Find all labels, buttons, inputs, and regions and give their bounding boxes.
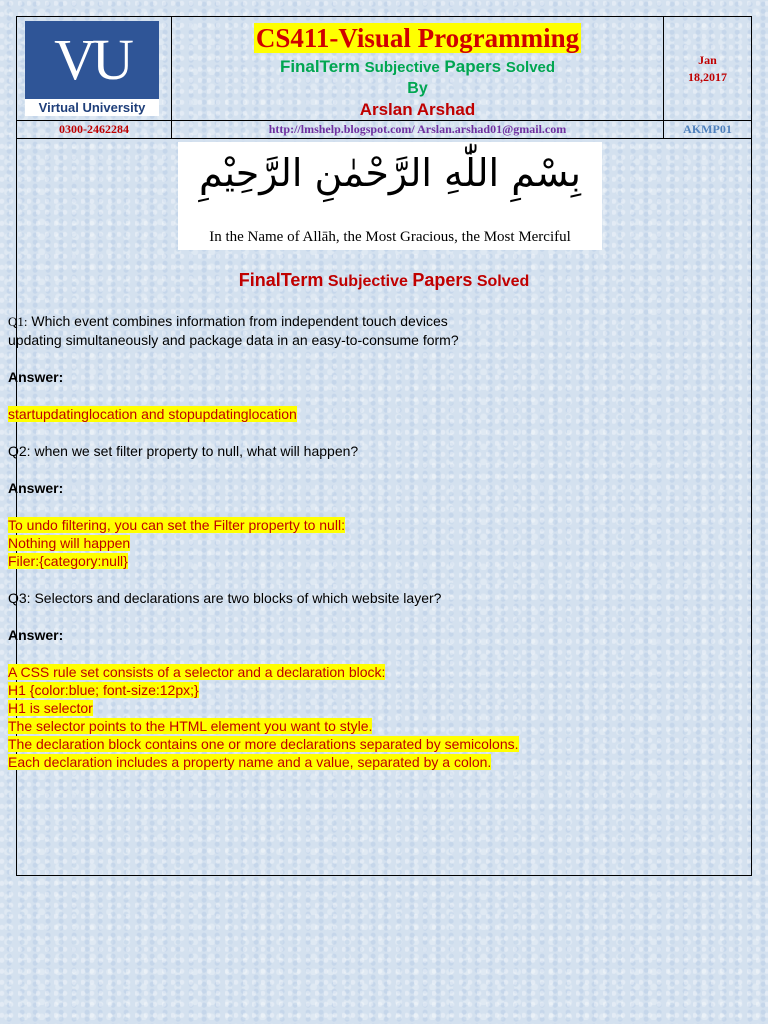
answer-3-line: The declaration block contains one or more declarations separated by semicolons.	[8, 736, 519, 752]
answer-3-line: The selector points to the HTML element you want to style.	[8, 718, 373, 734]
by-label: By	[407, 80, 428, 97]
answer-label: Answer:	[8, 369, 64, 385]
contact-bar	[17, 121, 751, 139]
answer-1: startupdatinglocation and stopupdatinglocation	[8, 406, 297, 422]
phone-number: 0300-2462284	[17, 121, 172, 138]
paper-subtitle: FinalTerm Subjective Papers Solved	[279, 57, 556, 76]
answer-3-line: Each declaration includes a property name and a value, separated by a colon.	[8, 754, 492, 770]
date-cell	[664, 17, 751, 120]
university-logo	[25, 21, 159, 116]
bismillah-image	[178, 142, 602, 250]
logo-cell	[17, 17, 172, 120]
question-3: Q3: Selectors and declarations are two blocks of which website layer?	[8, 590, 442, 606]
logo-text: Virtual University	[38, 100, 146, 115]
question-2: Q2: when we set filter property to null, what will happen?	[8, 443, 359, 459]
document-code: AKMP01	[683, 122, 732, 136]
qa-content	[8, 312, 728, 771]
answer-label: Answer:	[8, 480, 64, 496]
section-title: FinalTerm Subjective Papers Solved	[238, 270, 530, 290]
answer-3-line: A CSS rule set consists of a selector and a declaration block:	[8, 664, 386, 680]
answer-2-line: Nothing will happen	[8, 535, 131, 551]
bismillah-arabic: بِسْمِ اللّٰهِ الرَّحْمٰنِ الرَّحِيْمِ	[199, 151, 581, 195]
answer-3-line: H1 is selector	[8, 700, 93, 716]
header-row	[17, 17, 751, 121]
contact-links[interactable]: http://lmshelp.blogspot.com/ Arslan.arshad01@gmail.com	[172, 121, 664, 138]
question-1-cont: updating simultaneously and package data in an easy-to-consume form?	[8, 332, 459, 348]
answer-2-line: To undo filtering, you can set the Filter property to null:	[8, 517, 345, 533]
bismillah-english: In the Name of Allāh, the Most Gracious, the Most Merciful	[209, 229, 571, 245]
logo-mark: VU	[54, 27, 130, 92]
author-name: Arslan Arshad	[359, 100, 476, 119]
answer-3-line: H1 {color:blue; font-size:12px;}	[8, 682, 199, 698]
answer-2-line: Filer:{category:null}	[8, 553, 128, 569]
title-cell	[172, 17, 664, 120]
answer-label: Answer:	[8, 627, 64, 643]
course-title: CS411-Visual Programming	[255, 23, 580, 53]
question-1: Q1: Which event combines information from independent touch devices	[8, 313, 448, 329]
document-date: Jan 18,2017	[688, 53, 727, 84]
